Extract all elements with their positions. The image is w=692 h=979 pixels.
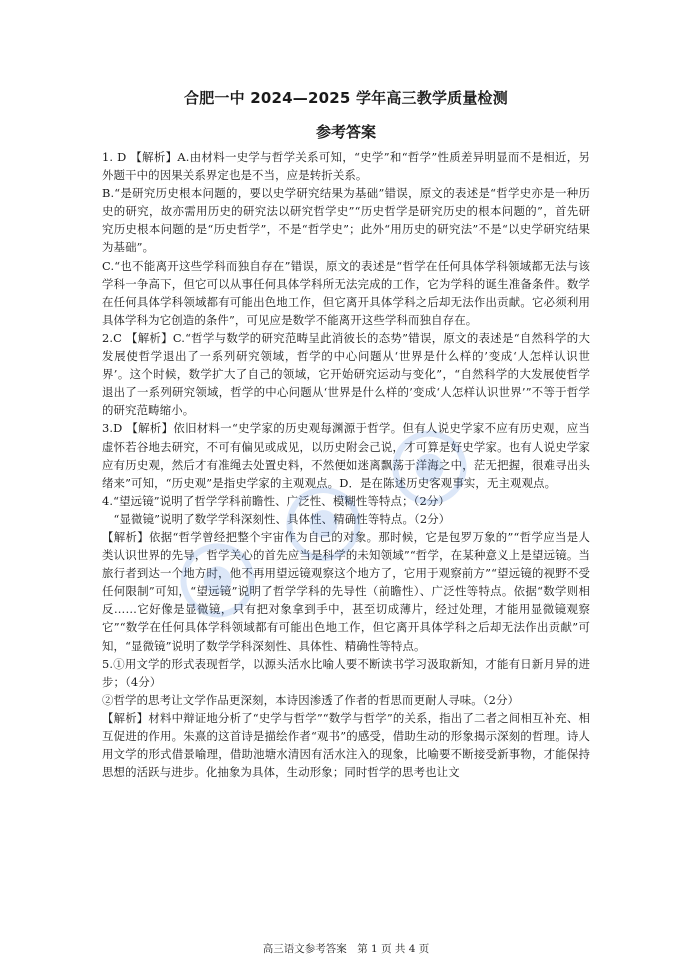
answer-5-point-2: ②哲学的思考让文学作品更深刻，本诗因渗透了作者的哲思而更耐人寻味。（2分） (102, 692, 520, 707)
answer-4-telescope: 4.“望远镜”说明了哲学学科前瞻性、广泛性、模糊性等特点；（2分） (102, 493, 450, 508)
answer-5-point-1: 5.①用文学的形式表现哲学，以源头活水比喻人要不断读书学习汲取新知，才能有日新月异的进步；（4分） (102, 656, 590, 689)
answer-1: 1. D 【解析】A.由材料一史学与哲学关系可知，“史学”和“哲学”性质差异明显而不是相近，另外题干中的因果关系界定也是不当，应是转折关系。 (102, 150, 590, 183)
answer-sheet-page (102, 88, 590, 781)
page-subtitle: 参考答案 (315, 123, 376, 141)
answer-2: 2.C 【解析】C.“哲学与数学的研究范畴呈此消彼长的态势”错误，原文的表述是“自然科学的大发展使哲学退出了一系列研究领域，哲学的中心问题从‘世界是什么样的’变成‘人怎样认识世界’。这个时候，数学扩大了自己的领域，它开始研究运动与变化”，“自然科学的大发展使哲学退出了一系列研究领域，哲学的中心问题从‘世界是什么样的’变成‘人怎样认识世界’”不等于哲学的研究范畴缩小。 (102, 330, 590, 418)
answer-1-b: B.“是研究历史根本问题的，要以史学研究结果为基础”错误，原文的表述是“哲学史亦是一种历史的研究，故亦需用历史的研究法以研究哲学史”“历史哲学是研究历史的根本问题的”，首先研究历史根本问题的是“历史哲学”，不是“哲学史”；此外“用历史的研究法”不是“以史学研究结果为基础”。 (102, 186, 590, 255)
page-title: 合肥一中 2024—2025 学年高三教学质量检测 (184, 89, 508, 107)
page-footer: 高三语文参考答案 第 1 页 共 4 页 (262, 943, 430, 955)
answer-5-analysis: 【解析】材料中辩证地分析了“史学与哲学”“数学与哲学”的关系，指出了二者之间相互补充、相互促进的作用。朱熹的这首诗是描绘作者“观书”的感受，借助生动的形象揭示深刻的哲理。诗人用文学的形式借景喻理，借助池塘水清因有活水注入的现象，比喻要不断接受新事物，才能保持思想的活跃与进步。化抽象为具体，生动形象；同时哲学的思考也让文 (102, 710, 590, 780)
answer-1-c: C.“也不能离开这些学科而独自存在”错误，原文的表述是“哲学在任何具体学科领域都无法与该学科一争高下，但它可以从事任何具体学科所无法完成的工作，它为学科的诞生准备条件。数学在任何具体学科领域都有可能出色地工作，但它离开具体学科之后却无法作出贡献。它必须利用具体学科为它创造的条件”，可见应是数学不能离开这些学科而独自存在。 (102, 258, 590, 327)
answer-4-analysis: 【解析】依据“哲学曾经把整个宇宙作为自己的对象。那时候，它是包罗万象的”“哲学应当是人类认识世界的先导，哲学关心的首先应当是科学的未知领域”“哲学，在某种意义上是望远镜。当旅行者到达一个地方时，他不再用望远镜观察这个地方了，它用于观察前方”“望远镜的视野不受任何限制”可知，“望远镜”说明了哲学学科的先导性（前瞻性）、广泛性等特点。依据“数学则相反……它好像是显微镜，只有把对象拿到手中，甚至切成薄片，经过处理，才能用显微镜观察它”“数学在任何具体学科领域都有可能出色地工作，但它离开具体学科之后却无法作出贡献”可知，“显微镜”说明了数学学科深刻性、具体性、精确性等特点。 (102, 529, 590, 653)
answer-3: 3.D 【解析】依旧材料一“史学家的历史观每渊源于哲学。但有人说史学家不应有历史观，应当虚怀若谷地去研究，不可有偏见或成见，以历史附会己说，才可算是好史学家。也有人说史学家应有历史观，然后才有准绳去处置史料，不然便如迷离飘荡于洋海之中，茫无把握，很难寻出头绪来”可知，“历史观”是指史学家的主观观点。D．是在陈述历史客观事实，无主观观点。 (102, 421, 590, 490)
answer-4-microscope: “显微镜”说明了数学学科深刻性、具体性、精确性等特点。（2分） (102, 511, 451, 526)
